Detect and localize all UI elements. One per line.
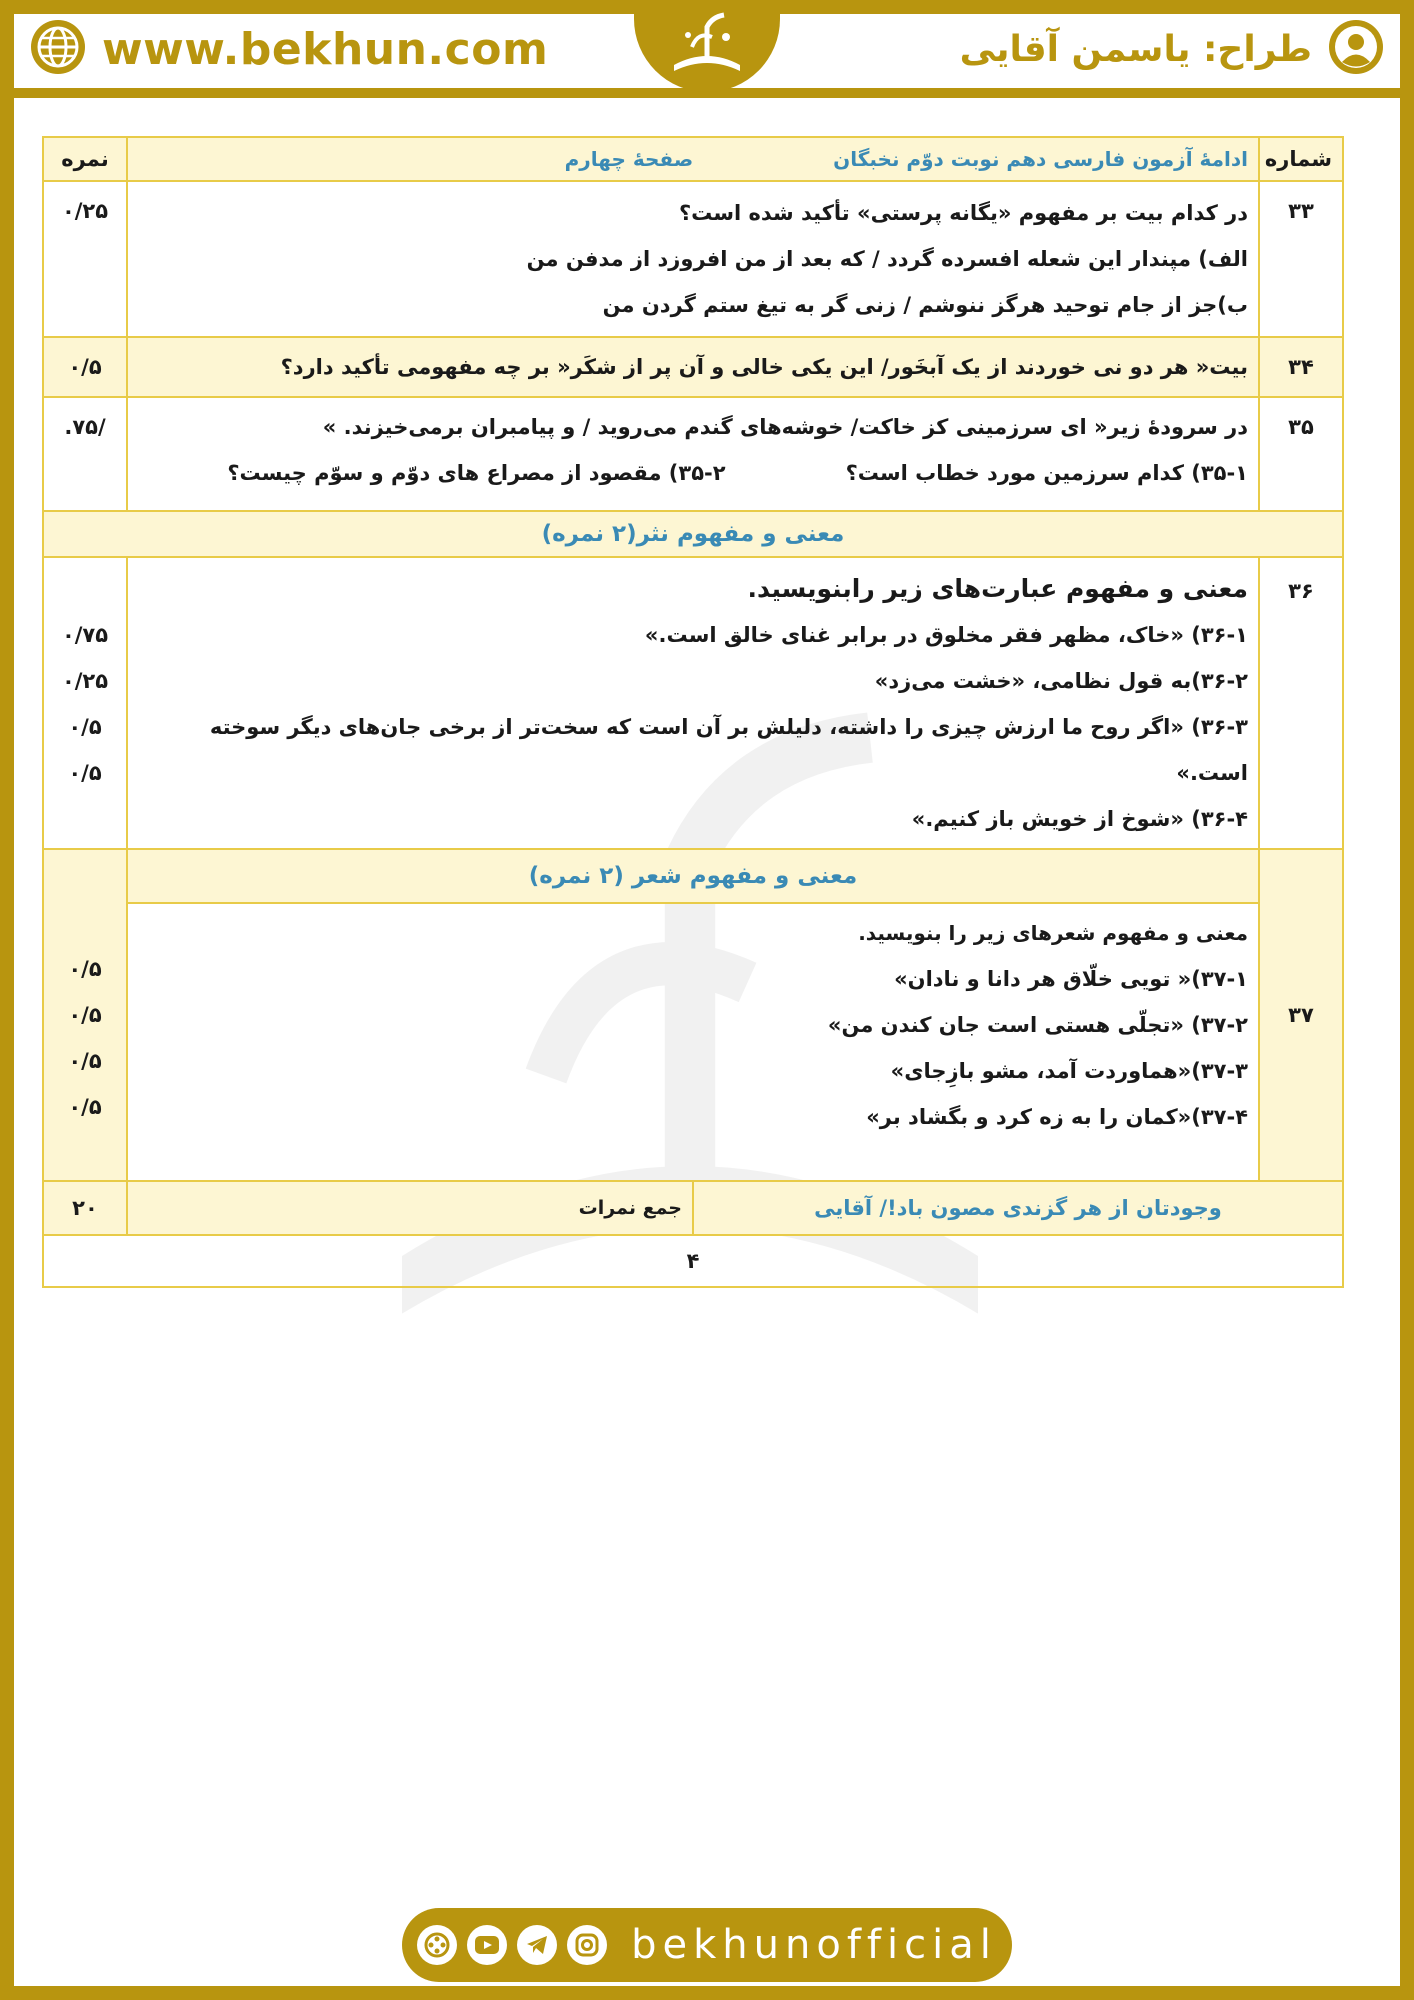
question-number: ۳۶ bbox=[1259, 557, 1343, 849]
list-item: ۳۷-۳)«هماوردت آمد، مشو بازِجای» bbox=[890, 1059, 1248, 1083]
item-score: ۰/۵ bbox=[68, 715, 102, 739]
list-item: ۳۷-۲) «تجلّی هستی است جان کندن من» bbox=[827, 1013, 1248, 1037]
item-score: ۰/۵ bbox=[68, 1003, 102, 1027]
section-poetry-title: معنی و مفهوم شعر (۲ نمره) bbox=[128, 850, 1258, 904]
question-row-33 bbox=[43, 181, 1343, 337]
list-item: ۳۷-۴)«کمان را به زه کرد و بگشاد بر» bbox=[866, 1105, 1248, 1129]
page-label: صفحهٔ چهارم bbox=[564, 147, 694, 171]
option-a: الف) مپندار این شعله افسرده گردد / که بعد از من افروزد از مدفن من bbox=[526, 247, 1248, 271]
social-handle: bekhunofficial bbox=[631, 1922, 997, 1968]
item-score: ۰/۵ bbox=[68, 1095, 102, 1119]
question-number: ۳۴ bbox=[1259, 337, 1343, 397]
header-number: شماره bbox=[1259, 137, 1343, 181]
website-link[interactable] bbox=[28, 18, 548, 80]
section-prose-row bbox=[43, 511, 1343, 557]
question-text: بیت« هر دو نی خوردند از یک آبخَور/ این یکی خالی و آن پر از شکَر« بر چه مفهومی تأکید دارد؟ bbox=[127, 337, 1259, 397]
item-score: ۰/۵ bbox=[68, 957, 102, 981]
page-number: ۴ bbox=[43, 1235, 1343, 1287]
designer-name: طراح: یاسمن آقایی bbox=[959, 28, 1312, 70]
question-row-36 bbox=[43, 557, 1343, 849]
question-number: ۳۳ bbox=[1259, 181, 1343, 337]
question-text: در سرودهٔ زیر« ای سرزمینی کز خاکت/ خوشه‌های گندم می‌روید / و پیامبران برمی‌خیزند. » bbox=[322, 415, 1248, 439]
user-avatar-icon bbox=[1326, 17, 1386, 81]
option-b: ب)جز از جام توحید هرگز ننوشم / زنی گر به تیغ ستم گردن من bbox=[602, 293, 1248, 317]
website-url: www.bekhun.com bbox=[102, 23, 549, 75]
item-score: ۰/۲۵ bbox=[61, 669, 109, 693]
question-row-35 bbox=[43, 397, 1343, 511]
page-number-row bbox=[43, 1235, 1343, 1287]
question-text: در کدام بیت بر مفهوم «یگانه پرستی» تأکید شده است؟ bbox=[678, 201, 1248, 225]
table-header-row bbox=[43, 137, 1343, 181]
social-bar[interactable] bbox=[402, 1908, 1012, 1982]
exam-title-text: ادامهٔ آزمون فارسی دهم نوبت دوّم نخبگان bbox=[833, 147, 1248, 171]
list-item: ۳۶-۱) «خاک، مظهر فقر مخلوق در برابر غنای خالق است.» bbox=[644, 623, 1248, 647]
question-title: معنی و مفهوم شعرهای زیر را بنویسید. bbox=[858, 921, 1248, 945]
item-score: ۰/۷۵ bbox=[61, 623, 109, 647]
youtube-icon[interactable] bbox=[467, 1925, 507, 1965]
sub-question-1: ۳۵-۱) کدام سرزمین مورد خطاب است؟ bbox=[845, 461, 1248, 485]
question-score: ۰/۵ bbox=[43, 337, 127, 397]
question-title: معنی و مفهوم عبارت‌های زیر رابنویسید. bbox=[747, 574, 1248, 603]
book-logo-icon bbox=[662, 7, 752, 85]
question-score: ۰/۲۵ bbox=[43, 181, 127, 337]
list-item: ۳۶-۴) «شوخ از خویش باز کنیم.» bbox=[911, 807, 1248, 831]
list-item: ۳۶-۲)به قول نظامی، «خشت می‌زد» bbox=[874, 669, 1248, 693]
designer-credit bbox=[960, 18, 1386, 80]
item-score: ۰/۵ bbox=[68, 761, 102, 785]
question-row-37 bbox=[43, 849, 1343, 1181]
exam-table bbox=[42, 136, 1344, 1288]
total-label: جمع نمرات bbox=[127, 1181, 693, 1235]
total-score: ۲۰ bbox=[43, 1181, 127, 1235]
closing-message: وجودتان از هر گزندی مصون باد!/ آقایی bbox=[693, 1181, 1343, 1235]
header-score: نمره bbox=[43, 137, 127, 181]
question-number: ۳۷ bbox=[1259, 849, 1343, 1181]
sub-question-2: ۳۵-۲) مقصود از مصراع های دوّم و سوّم چیست؟ bbox=[227, 461, 726, 485]
section-title: معنی و مفهوم نثر(۲ نمره) bbox=[43, 511, 1343, 557]
question-number: ۳۵ bbox=[1259, 397, 1343, 511]
list-item: ۳۷-۱)« تویی خلّاق هر دانا و نادان» bbox=[894, 967, 1248, 991]
globe-icon bbox=[28, 17, 88, 81]
list-item: ۳۶-۳) «اگر روح ما ارزش چیزی را داشته، دلیلش بر آن است که سخت‌تر از برخی جان‌های دیگر سوخته است.» bbox=[209, 715, 1248, 785]
item-score: ۰/۵ bbox=[68, 1049, 102, 1073]
exam-title bbox=[138, 138, 1248, 180]
footer-row bbox=[43, 1181, 1343, 1235]
question-row-34 bbox=[43, 337, 1343, 397]
telegram-icon[interactable] bbox=[517, 1925, 557, 1965]
instagram-icon[interactable] bbox=[567, 1925, 607, 1965]
question-score: /۷۵. bbox=[43, 397, 127, 511]
film-reel-icon[interactable] bbox=[417, 1925, 457, 1965]
